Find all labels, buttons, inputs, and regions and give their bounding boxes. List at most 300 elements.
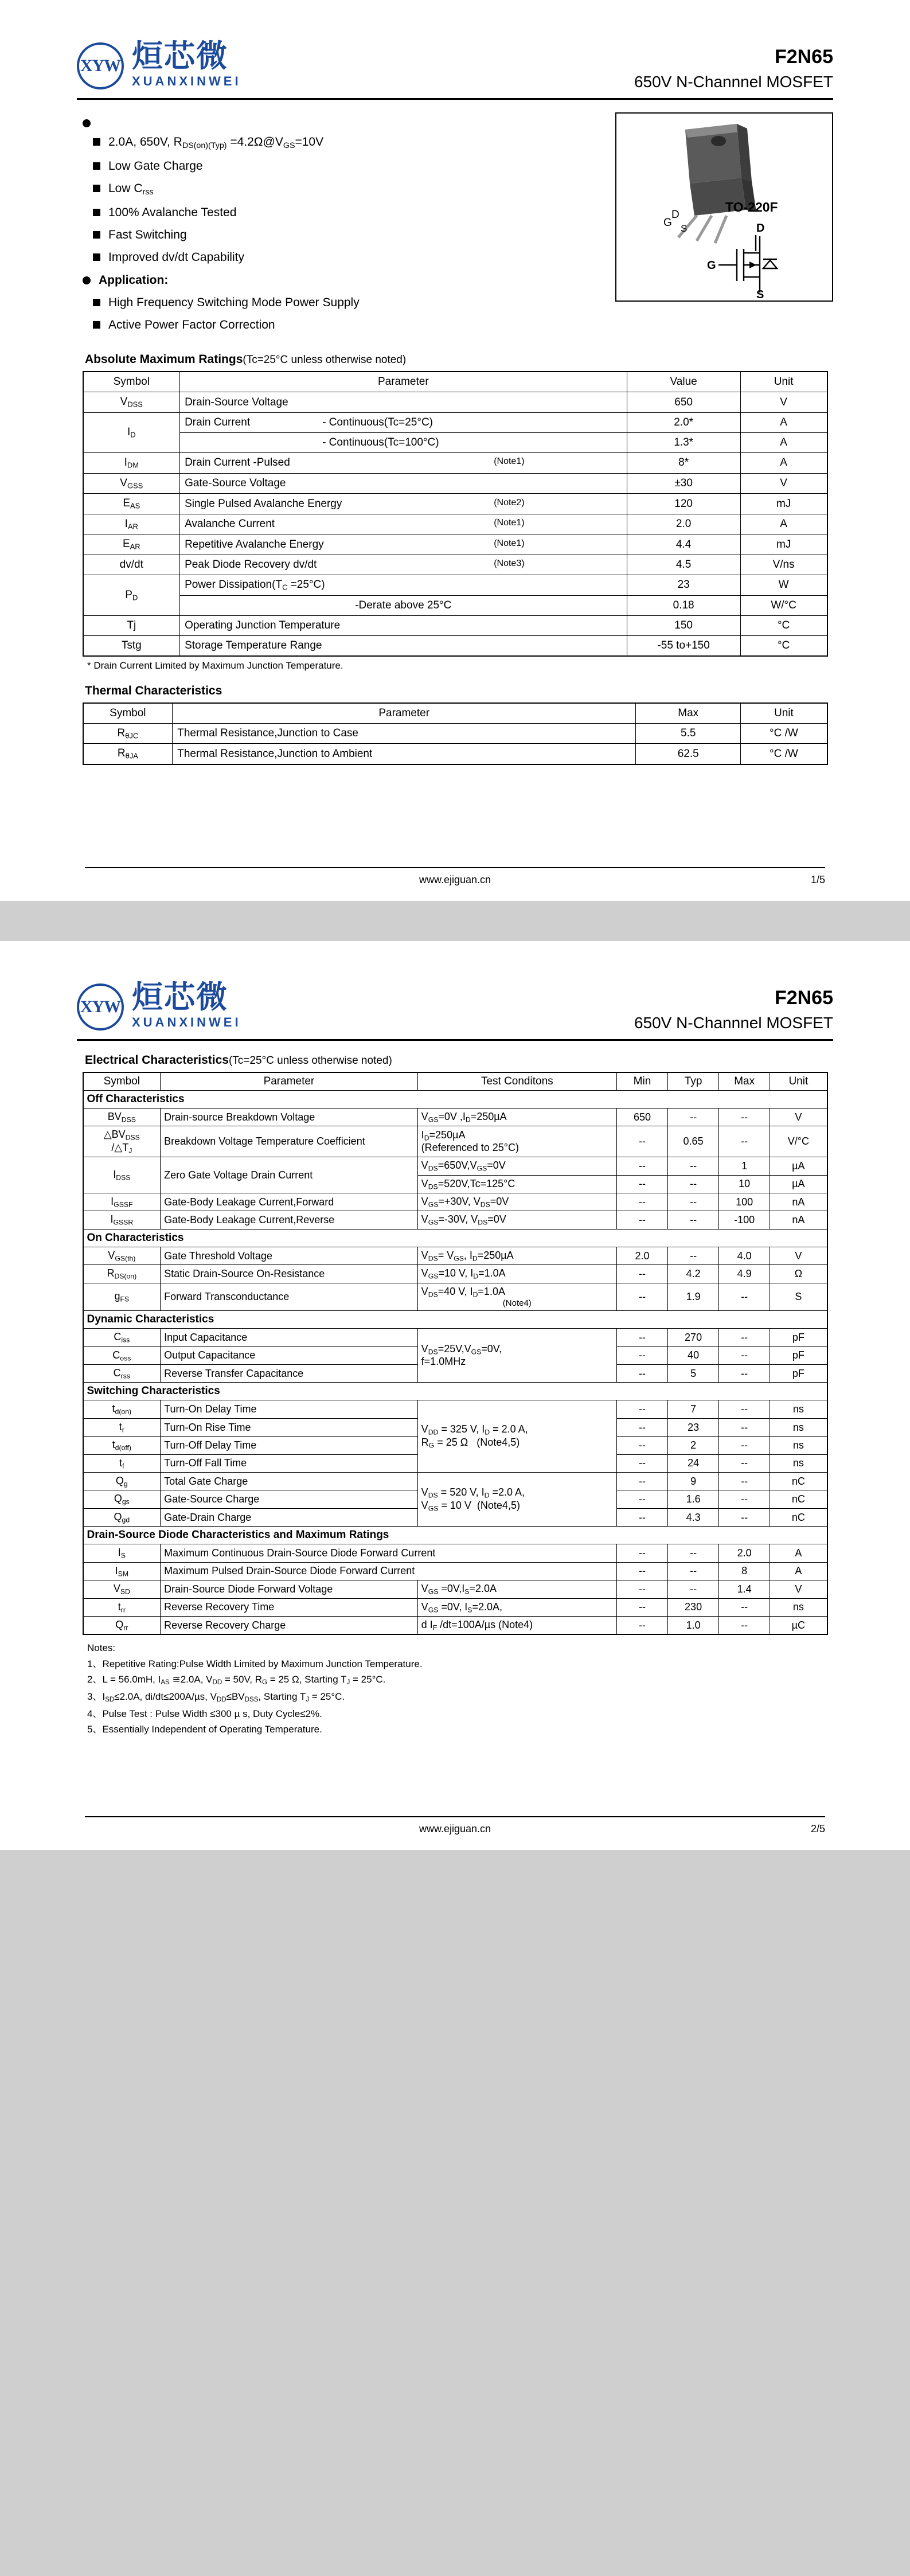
section-header-row — [83, 1383, 827, 1400]
table-row — [83, 1400, 827, 1418]
cell-parameter: Drain-source Breakdown Voltage — [161, 1108, 418, 1126]
footer-url: www.ejiguan.cn — [419, 873, 491, 885]
cell-typ: -- — [668, 1108, 719, 1126]
cell-parameter: Turn-On Rise Time — [161, 1418, 418, 1436]
cell-value: 4.4 — [627, 534, 740, 555]
cell-symbol: $V_{GSS}$ — [83, 473, 180, 494]
col-parameter: Parameter — [173, 703, 636, 724]
cell-value: 0.18 — [627, 595, 740, 615]
cell-param-main: Repetitive Avalanche Energy — [185, 538, 324, 551]
cell-unit: V — [770, 1580, 827, 1598]
cell-condition: $V_{GS}=10$ V, $I_D=1.0A$ — [417, 1265, 616, 1283]
cell-max: 62.5 — [636, 744, 741, 764]
cell-max: 1.4 — [719, 1580, 770, 1598]
cell-unit: ns — [770, 1454, 827, 1472]
cell-value: 23 — [627, 575, 740, 596]
cell-condition: $V_{DS}=40$ V, $I_D=1.0A$ (Note4) — [417, 1283, 616, 1310]
cell-condition: $V_{GS} =0V,I_S=2.0A$ — [417, 1580, 616, 1598]
cell-unit: pF — [770, 1346, 827, 1364]
cell-param-main: Peak Diode Recovery dv/dt — [185, 559, 317, 571]
list-item — [77, 250, 607, 265]
footer-page-number: 2/5 — [810, 1822, 825, 1835]
square-bullet-icon — [93, 138, 100, 146]
cell-min: -- — [616, 1329, 667, 1346]
table-row — [83, 1157, 827, 1175]
cell-symbol: $t_r$ — [83, 1418, 161, 1436]
company-logo — [77, 40, 241, 89]
cell-condition: $I_D=250\mu A$ (Referenced to 25°C) — [417, 1126, 616, 1157]
cell-typ: 5 — [668, 1364, 719, 1382]
table-row — [83, 723, 827, 744]
application-heading — [77, 273, 607, 288]
square-bullet-icon — [93, 185, 100, 192]
footer-url: www.ejiguan.cn — [419, 1822, 491, 1835]
col-value: Value — [627, 372, 740, 392]
note-item: 2、L = 56.0mH, $I_{AS}$ ≅2.0A, $V_{DD} = 50V$, $R_G = 25$ Ω, Starting $T_J = 25^\circ C$. — [87, 1674, 386, 1687]
cell-symbol: $Q_{gs}$ — [83, 1490, 161, 1508]
cell-min: -- — [616, 1508, 667, 1526]
cell-min: -- — [616, 1580, 667, 1598]
cell-symbol: $BV_{DSS}$ — [83, 1108, 161, 1126]
cell-unit: ns — [770, 1437, 827, 1454]
table-row — [83, 615, 827, 635]
company-name-cn: 烜芯微 — [132, 38, 228, 74]
cell-min: -- — [616, 1617, 667, 1635]
thermal-title: Thermal Characteristics — [85, 684, 222, 697]
cell-symbol: $V_{GS(th)}$ — [83, 1247, 161, 1264]
cell-note: (Note2) — [494, 497, 525, 508]
cell-unit: mJ — [740, 494, 827, 514]
cell-parameter: Power $Dissipation(T_C =25^\circ C)$ — [180, 575, 627, 596]
cell-value: -55 to+150 — [627, 635, 740, 656]
cell-max: -- — [719, 1617, 770, 1635]
cell-max: -- — [719, 1346, 770, 1364]
part-number: F2N65 — [774, 986, 833, 1009]
table-row — [83, 453, 827, 474]
cell-max: 100 — [719, 1193, 770, 1211]
cell-parameter — [180, 534, 627, 555]
cell-unit: nA — [770, 1193, 827, 1211]
list-item — [77, 116, 607, 127]
cell-parameter: Drain-Source Voltage — [180, 392, 627, 413]
cell-parameter: Gate-Source Voltage — [180, 473, 627, 494]
features-list — [77, 110, 607, 340]
cell-typ: 9 — [668, 1473, 719, 1490]
cell-parameter: -Derate above 25°C — [180, 595, 627, 615]
cell-unit: W/°C — [740, 595, 827, 615]
cell-note: (Note1) — [494, 518, 525, 528]
abs-max-footnote: * Drain Current Limited by Maximum Junction Temperature. — [87, 659, 343, 671]
cell-max: 5.5 — [636, 723, 741, 744]
table-row — [83, 1580, 827, 1598]
cell-min: -- — [616, 1265, 667, 1283]
svg-text:S: S — [681, 223, 688, 234]
application-label: Application: — [99, 273, 169, 287]
cell-min: -- — [616, 1562, 667, 1580]
header-divider — [77, 1039, 833, 1041]
electrical-characteristics-table — [83, 1072, 828, 1636]
page-1-content — [0, 0, 910, 901]
table-row — [83, 1598, 827, 1616]
abs-max-title — [85, 353, 868, 366]
cell-typ: -- — [668, 1580, 719, 1598]
electrical-title — [85, 1053, 868, 1067]
cell-symbol: Tstg — [83, 635, 180, 656]
cell-param-main: Drain Current — [185, 416, 251, 429]
cell-param-main: Drain Current -Pulsed — [185, 456, 290, 469]
notes-title: Notes: — [87, 1642, 116, 1654]
col-unit: Unit — [770, 1072, 827, 1091]
table-row — [83, 1473, 827, 1490]
feature-text: Active Power Factor Correction — [108, 318, 275, 332]
table-row — [83, 1562, 827, 1580]
cell-typ: 7 — [668, 1400, 719, 1418]
section-title-off: Off Characteristics — [83, 1090, 827, 1108]
cell-parameter: Maximum Continuous Drain-Source Diode Forward Current — [161, 1544, 617, 1562]
cell-min: -- — [616, 1490, 667, 1508]
cell-max: -- — [719, 1454, 770, 1472]
section-title-dynamic: Dynamic Characteristics — [83, 1311, 827, 1329]
col-parameter: Parameter — [161, 1072, 418, 1091]
cell-unit: A — [770, 1562, 827, 1580]
cell-symbol: $I_{DSS}$ — [83, 1157, 161, 1193]
feature-text: Fast Switching — [108, 228, 187, 242]
cell-parameter: Gate Threshold Voltage — [161, 1247, 418, 1264]
cell-symbol: Tj — [83, 615, 180, 635]
cell-typ: 24 — [668, 1454, 719, 1472]
cell-symbol: $t_{d(on)}$ — [83, 1400, 161, 1418]
cell-value: 120 — [627, 494, 740, 514]
company-logo — [77, 978, 241, 1031]
square-bullet-icon — [93, 299, 100, 306]
cell-min: -- — [616, 1544, 667, 1562]
svg-text:D: D — [756, 222, 765, 235]
cell-value: 2.0* — [627, 413, 740, 433]
cell-unit: S — [770, 1283, 827, 1310]
table-row — [83, 1193, 827, 1211]
feature-text: Low Gate Charge — [108, 159, 203, 173]
cell-parameter: Turn-Off Fall Time — [161, 1454, 418, 1472]
cell-parameter: Output Capacitance — [161, 1346, 418, 1364]
cell-unit: °C — [740, 615, 827, 635]
cell-parameter: Input Capacitance — [161, 1329, 418, 1346]
cell-condition: $V_{GS} =0V$, $I_S=2.0A$, — [417, 1598, 616, 1616]
cell-condition: $V_{GS}=+30V$, $V_{DS}=0V$ — [417, 1193, 616, 1211]
cell-symbol: $E_{AS}$ — [83, 494, 180, 514]
company-name-cn: 烜芯微 — [132, 978, 228, 1015]
list-item — [77, 295, 607, 310]
cell-symbol: $t_{d(off)}$ — [83, 1437, 161, 1454]
cell-symbol: dv/dt — [83, 555, 180, 575]
electrical-title-note: (Tc=25°C unless otherwise noted) — [228, 1054, 392, 1067]
package-name: TO-220F — [725, 200, 778, 214]
cell-symbol: $R_{DS(on)}$ — [83, 1265, 161, 1283]
cell-symbol: $t_f$ — [83, 1454, 161, 1472]
cell-max: 4.9 — [719, 1265, 770, 1283]
cell-symbol: $V_{DSS}$ — [83, 392, 180, 413]
col-test-conditions: Test Conditons — [417, 1072, 616, 1091]
square-bullet-icon — [93, 321, 100, 329]
table-row — [83, 1544, 827, 1562]
cell-unit: V/°C — [770, 1126, 827, 1157]
square-bullet-icon — [93, 231, 100, 239]
cell-max: 4.0 — [719, 1247, 770, 1264]
cell-symbol: $I_{SM}$ — [83, 1562, 161, 1580]
cell-parameter: Operating Junction Temperature — [180, 615, 627, 635]
cell-typ: 2 — [668, 1437, 719, 1454]
table-row — [83, 744, 827, 764]
section-title-diode: Drain-Source Diode Characteristics and Maximum Ratings — [83, 1527, 827, 1544]
cell-unit: ns — [770, 1418, 827, 1436]
cell-min: -- — [616, 1454, 667, 1472]
cell-min: -- — [616, 1598, 667, 1616]
cell-min: -- — [616, 1473, 667, 1490]
cell-unit: nC — [770, 1490, 827, 1508]
cell-unit: µA — [770, 1157, 827, 1175]
cell-max: -100 — [719, 1211, 770, 1229]
page-1-header — [42, 23, 868, 91]
list-item — [77, 228, 607, 243]
table-row — [83, 392, 827, 413]
page-2-header — [42, 964, 868, 1032]
cell-parameter: Breakdown Voltage Temperature Coefficient — [161, 1126, 418, 1157]
cell-min: -- — [616, 1175, 667, 1193]
absolute-maximum-ratings-table — [83, 371, 828, 656]
cell-symbol: $I_{GSSR}$ — [83, 1211, 161, 1229]
cell-parameter: Turn-On Delay Time — [161, 1400, 418, 1418]
cell-condition: $V_{GS}=0V$ $,I_D=250\mu A$ — [417, 1108, 616, 1126]
cell-symbol: $E_{AR}$ — [83, 534, 180, 555]
part-description: 650V N-Channnel MOSFET — [634, 73, 833, 91]
cell-typ: 270 — [668, 1329, 719, 1346]
cell-unit: pF — [770, 1364, 827, 1382]
cell-parameter: Gate-Body Leakage Current,Forward — [161, 1193, 418, 1211]
cell-note: (Note3) — [494, 559, 525, 569]
section-title-switching: Switching Characteristics — [83, 1383, 827, 1400]
cell-typ: -- — [668, 1544, 719, 1562]
list-item — [77, 318, 607, 333]
table-row — [83, 433, 827, 453]
cell-unit: V/ns — [740, 555, 827, 575]
cell-max: -- — [719, 1473, 770, 1490]
table-row — [83, 413, 827, 433]
electrical-title-main: Electrical Characteristics — [85, 1053, 229, 1067]
note-item: 3、$I_{SD}\le 2.0A$, di/dt≤200A/µs, $V_{DD}\le BV_{DSS}$, Starting $T_J = 25^\circ C$. — [87, 1691, 345, 1704]
cell-condition: $V_{GS}=-30V$, $V_{DS}=0V$ — [417, 1211, 616, 1229]
cell-parameter: Drain-Source Diode Forward Voltage — [161, 1580, 418, 1598]
cell-parameter — [180, 413, 627, 433]
cell-parameter — [180, 453, 627, 474]
cell-max: -- — [719, 1108, 770, 1126]
cell-condition: $V_{DS}= V_{GS}$, $I_D=250\mu A$ — [417, 1247, 616, 1264]
feature-text: Low $C_{rss}$ — [108, 182, 154, 197]
cell-symbol: $P_D$ — [83, 575, 180, 616]
svg-text:S: S — [756, 288, 764, 300]
cell-param-main: Single Pulsed Avalanche Energy — [185, 497, 342, 510]
cell-symbol: $Q_g$ — [83, 1473, 161, 1490]
cell-max: -- — [719, 1598, 770, 1616]
cell-max: -- — [719, 1418, 770, 1436]
page-2-content — [0, 941, 910, 1850]
cell-min: -- — [616, 1418, 667, 1436]
col-symbol: Symbol — [83, 1072, 161, 1091]
company-name-en: XUANXINWEI — [132, 1014, 241, 1029]
cell-symbol: $t_{rr}$ — [83, 1598, 161, 1616]
cell-min: -- — [616, 1364, 667, 1382]
cell-unit: Ω — [770, 1265, 827, 1283]
cell-typ: 1.9 — [668, 1283, 719, 1310]
features-and-package — [42, 100, 868, 340]
table-row — [83, 1108, 827, 1126]
cell-parameter: Reverse Recovery Time — [161, 1598, 418, 1616]
cell-min: -- — [616, 1193, 667, 1211]
col-parameter: Parameter — [180, 372, 627, 392]
cell-max: -- — [719, 1364, 770, 1382]
cell-condition: $V_{DS} = 520$ V, $I_D =2.0$ A, $V_{GS} = 10$ V (Note4,5) — [417, 1473, 616, 1527]
cell-min: -- — [616, 1283, 667, 1310]
company-name-en: XUANXINWEI — [132, 73, 241, 88]
cell-unit: A — [740, 433, 827, 453]
list-item — [77, 159, 607, 174]
circle-bullet-icon — [83, 119, 91, 127]
cell-parameter: Maximum Pulsed Drain-Source Diode Forward Current — [161, 1562, 617, 1580]
cell-symbol: $Q_{rr}$ — [83, 1617, 161, 1635]
feature-text: High Frequency Switching Mode Power Supply — [108, 295, 360, 309]
cell-min: 650 — [616, 1108, 667, 1126]
table-header-row — [83, 703, 827, 724]
cell-param-main: Avalanche Current — [185, 518, 275, 530]
cell-value: 4.5 — [627, 555, 740, 575]
col-max: Max — [636, 703, 741, 724]
list-item — [77, 181, 607, 198]
cell-max: 8 — [719, 1562, 770, 1580]
cell-unit: nA — [770, 1211, 827, 1229]
package-drawing-svg — [616, 114, 832, 300]
cell-unit: °C — [740, 635, 827, 656]
cell-typ: -- — [668, 1193, 719, 1211]
cell-condition: $V_{DD} = 325$ V, $I_D = 2.0$ A, $R_G = 25$ Ω (Note4,5) — [417, 1400, 616, 1473]
cell-unit: A — [740, 453, 827, 474]
page-separator — [0, 901, 910, 941]
cell-typ: -- — [668, 1211, 719, 1229]
cell-parameter: Reverse Recovery Charge — [161, 1617, 418, 1635]
cell-condition: $V_{DS}=650V,V_{GS}=0V$ — [417, 1157, 616, 1175]
col-symbol: Symbol — [83, 372, 180, 392]
feature-text: 100% Avalanche Tested — [108, 205, 237, 219]
cell-min: -- — [616, 1211, 667, 1229]
table-row — [83, 1247, 827, 1264]
cell-min: -- — [616, 1346, 667, 1364]
cell-condition: d $I_F$ /dt=100A/µs (Note4) — [417, 1617, 616, 1635]
table-row — [83, 635, 827, 656]
cell-value: 650 — [627, 392, 740, 413]
col-unit: Unit — [741, 703, 827, 724]
table-row — [83, 514, 827, 534]
cell-symbol: $R_{\theta JC}$ — [83, 723, 173, 744]
cell-unit: ns — [770, 1400, 827, 1418]
cell-min: -- — [616, 1437, 667, 1454]
cell-typ: -- — [668, 1562, 719, 1580]
table-row — [83, 595, 827, 615]
cell-unit: ns — [770, 1598, 827, 1616]
table-row — [83, 1617, 827, 1635]
cell-symbol: $R_{\theta JA}$ — [83, 744, 173, 764]
cell-typ: 230 — [668, 1598, 719, 1616]
table-row — [83, 555, 827, 575]
cell-value: ±30 — [627, 473, 740, 494]
cell-max: -- — [719, 1490, 770, 1508]
abs-max-title-note: (Tc=25°C unless otherwise noted) — [243, 354, 407, 366]
cell-value: 150 — [627, 615, 740, 635]
cell-unit: V — [740, 473, 827, 494]
cell-typ: 1.6 — [668, 1490, 719, 1508]
notes-block — [87, 1641, 868, 1736]
package-diagram — [615, 112, 833, 302]
cell-symbol: $C_{oss}$ — [83, 1346, 161, 1364]
cell-parameter: Gate-Source Charge — [161, 1490, 418, 1508]
thermal-characteristics-table — [83, 702, 828, 765]
cell-parameter: Reverse Transfer Capacitance — [161, 1364, 418, 1382]
col-unit: Unit — [740, 372, 827, 392]
footer-page-number: 1/5 — [810, 873, 825, 885]
cell-parameter: Gate-Drain Charge — [161, 1508, 418, 1526]
cell-value: 2.0 — [627, 514, 740, 534]
cell-note: (Note1) — [494, 456, 525, 467]
note-item: 4、Pulse Test : Pulse Width ≤300 µ s, Duty Cycle≤2%. — [87, 1708, 322, 1719]
cell-parameter: Gate-Body Leakage Current,Reverse — [161, 1211, 418, 1229]
square-bullet-icon — [93, 162, 100, 170]
cell-symbol: $V_{SD}$ — [83, 1580, 161, 1598]
cell-typ: 1.0 — [668, 1617, 719, 1635]
note-item: 1、Repetitive Rating:Pulse Width Limited by Maximum Junction Temperature. — [87, 1658, 423, 1669]
cell-unit: A — [740, 514, 827, 534]
cell-unit: mJ — [740, 534, 827, 555]
table-row — [83, 1265, 827, 1283]
table-row — [83, 1329, 827, 1346]
cell-max: -- — [719, 1437, 770, 1454]
cell-condition: $V_{DS}=25V,V_{GS}=0V$, f=1.0MHz — [417, 1329, 616, 1383]
cell-unit: nC — [770, 1508, 827, 1526]
cell-parameter: Zero Gate Voltage Drain Current — [161, 1157, 418, 1193]
square-bullet-icon — [93, 209, 100, 216]
cell-parameter: Thermal Resistance,Junction to Case — [173, 723, 636, 744]
feature-text: Improved dv/dt Capability — [108, 251, 244, 264]
cell-unit: °C /W — [741, 723, 827, 744]
cell-parameter: Static Drain-Source On-Resistance — [161, 1265, 418, 1283]
cell-unit: pF — [770, 1329, 827, 1346]
feature-text: 2.0A, 650V, $R_{DS(on)(Typ)}$ $=4.2\Omega@V_{GS}=10V$ — [108, 135, 324, 150]
cell-unit: A — [770, 1544, 827, 1562]
circle-bullet-icon — [83, 276, 91, 284]
cell-max: -- — [719, 1508, 770, 1526]
cell-unit: µA — [770, 1175, 827, 1193]
cell-max: -- — [719, 1400, 770, 1418]
cell-min: 2.0 — [616, 1247, 667, 1264]
cell-parameter: Forward Transconductance — [161, 1283, 418, 1310]
section-header-row — [83, 1229, 827, 1247]
section-header-row — [83, 1311, 827, 1329]
cell-value: 8* — [627, 453, 740, 474]
cell-unit: V — [740, 392, 827, 413]
square-bullet-icon — [93, 253, 100, 261]
cell-symbol: $C_{iss}$ — [83, 1329, 161, 1346]
cell-symbol: $I_{AR}$ — [83, 514, 180, 534]
part-description: 650V N-Channnel MOSFET — [634, 1013, 833, 1032]
document-page-2 — [0, 941, 910, 1850]
cell-max: -- — [719, 1329, 770, 1346]
cell-symbol: $I_S$ — [83, 1544, 161, 1562]
cell-symbol: $Q_{gd}$ — [83, 1508, 161, 1526]
